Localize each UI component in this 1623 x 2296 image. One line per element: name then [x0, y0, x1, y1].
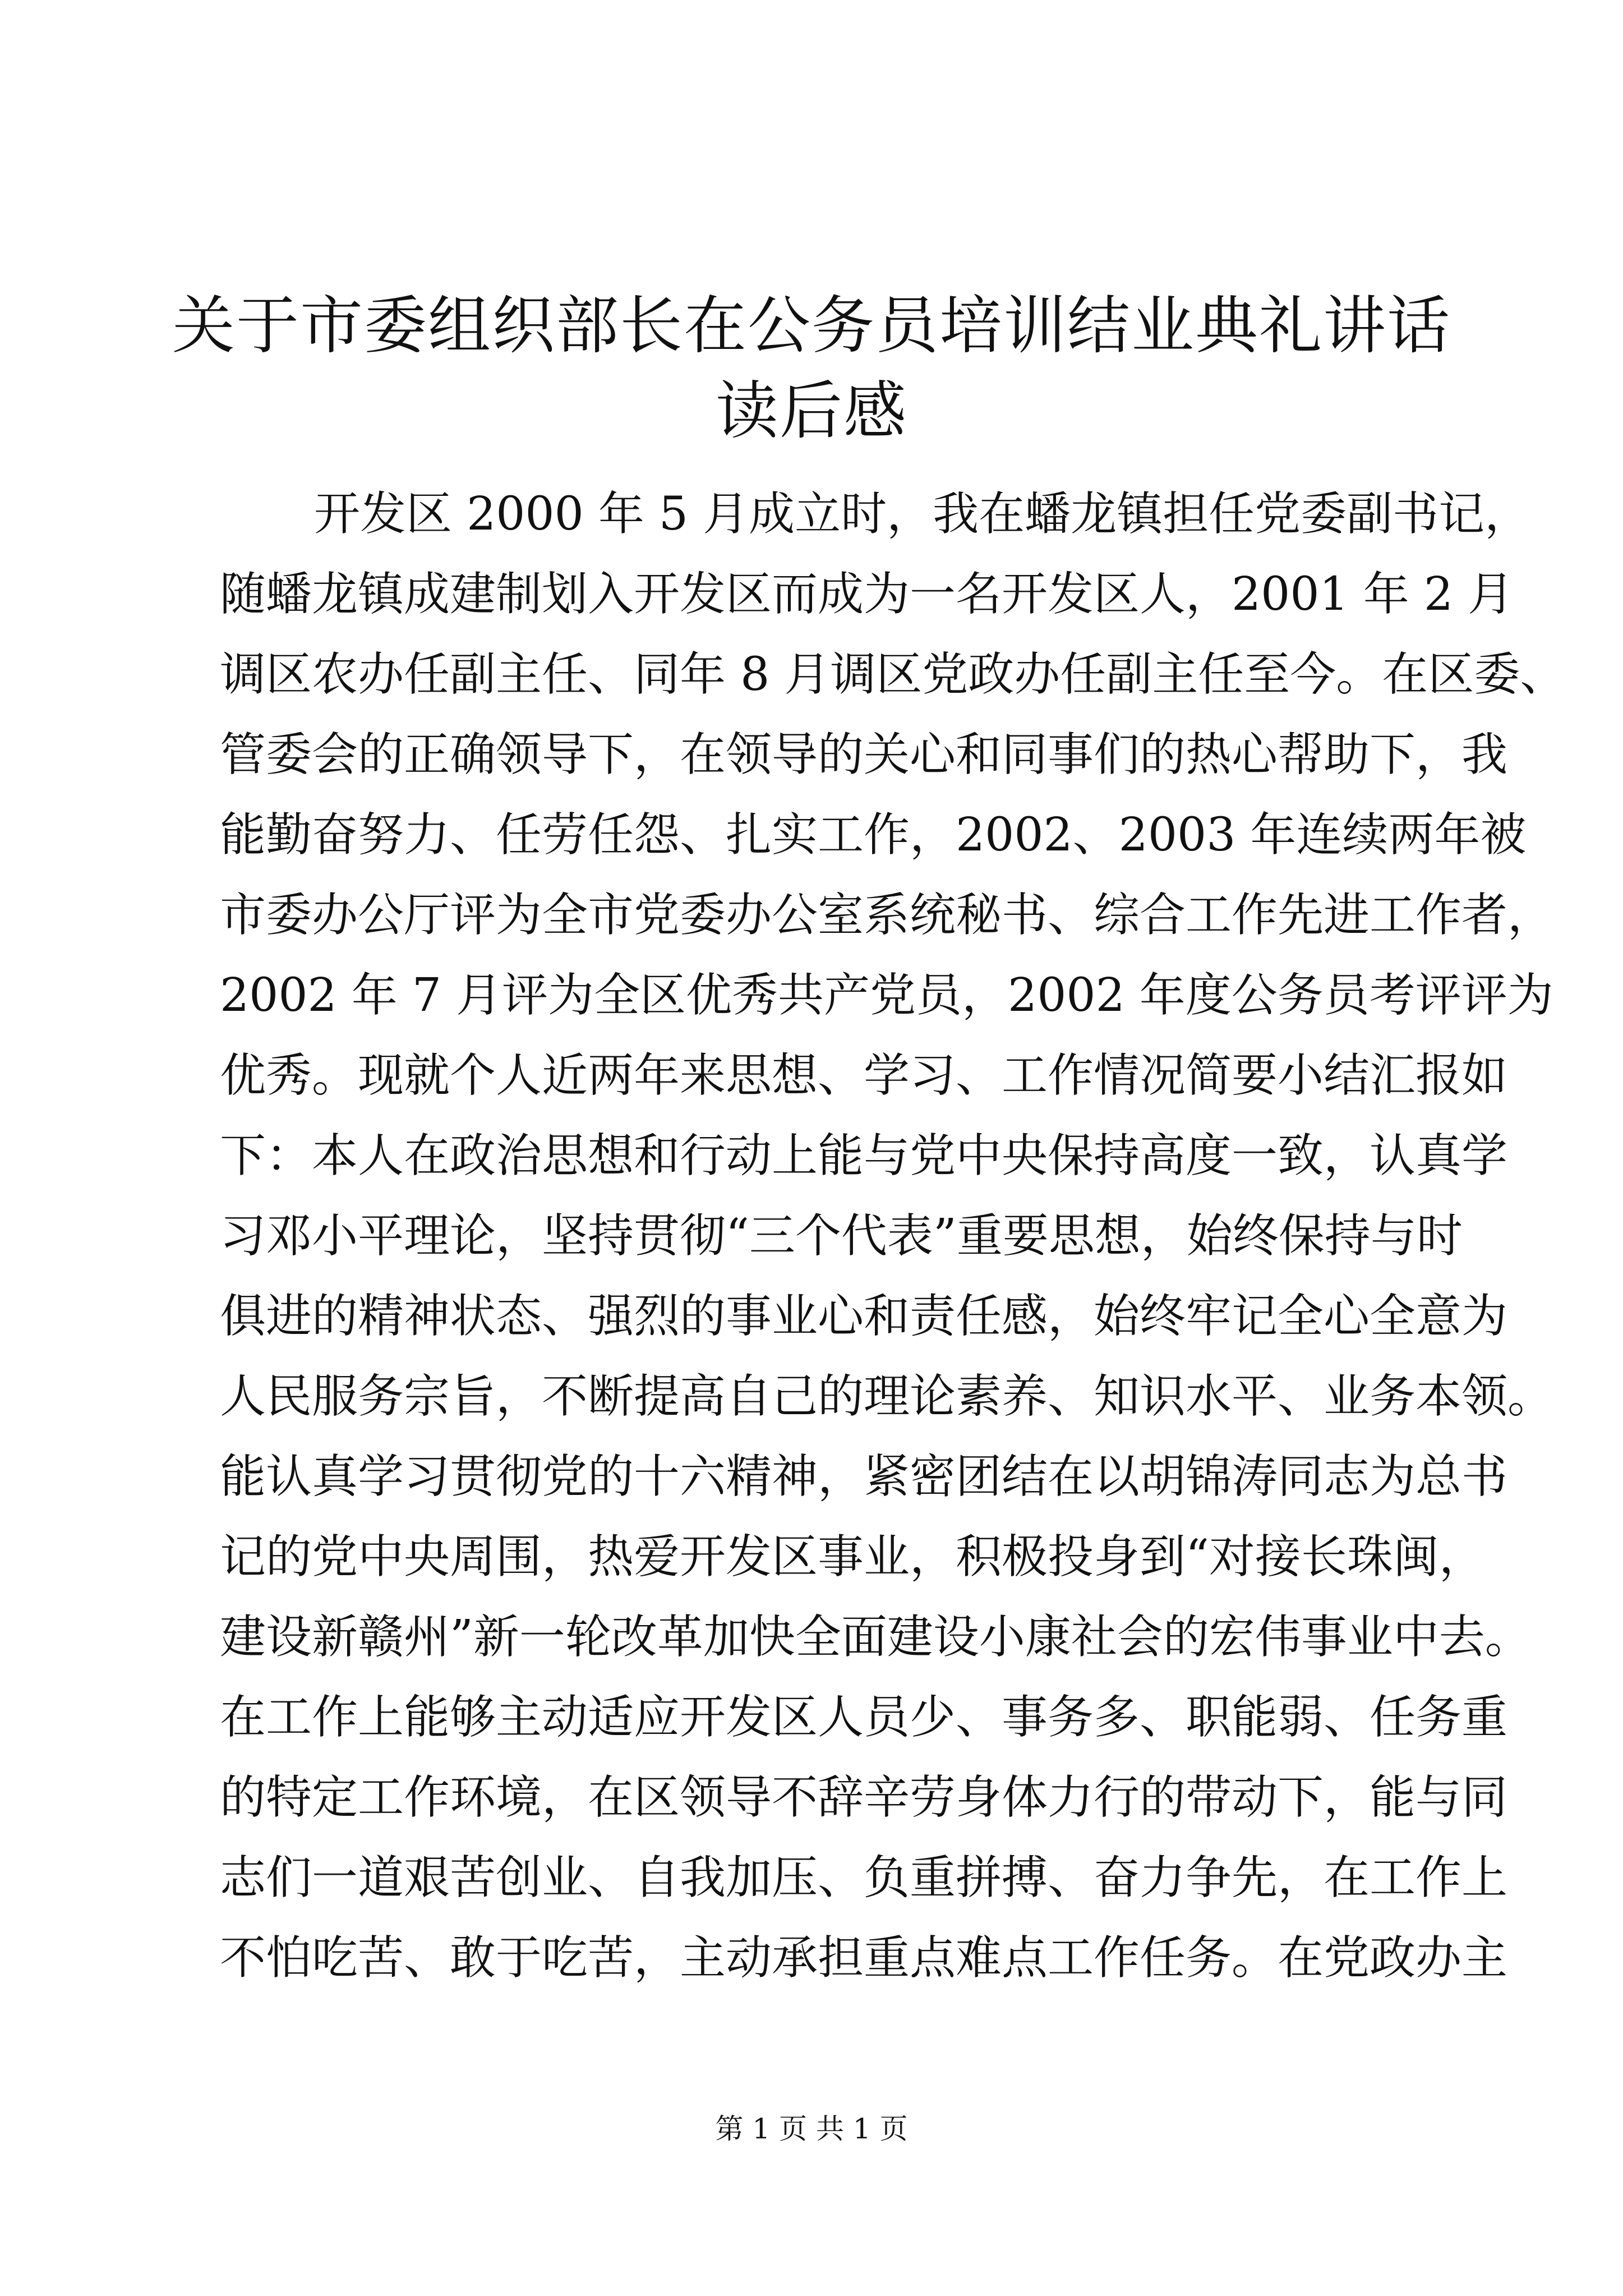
body-line: 建设新赣州”新一轮改革加快全面建设小康社会的宏伟事业中去。: [220, 1611, 1531, 1664]
body-line: 的特定工作环境，在区领导不辞辛劳身体力行的带动下，能与同: [220, 1771, 1508, 1824]
body-line: 能认真学习贯彻党的十六精神，紧密团结在以胡锦涛同志为总书: [220, 1450, 1508, 1503]
body-line: 志们一道艰苦创业、自我加压、负重拼搏、奋力争先，在工作上: [220, 1851, 1508, 1904]
body-line: 在工作上能够主动适应开发区人员少、事务多、职能弱、任务重: [220, 1691, 1508, 1744]
body-line: 开发区 2000 年 5 月成立时，我在蟠龙镇担任党委副书记，: [314, 487, 1531, 541]
body-line: 不怕吃苦、敢于吃苦，主动承担重点难点工作任务。在党政办主: [220, 1931, 1508, 1985]
body-line: 2002 年 7 月评为全区优秀共产党员，2002 年度公务员考评评为: [220, 969, 1553, 1022]
body-line: 习邓小平理论，坚持贯彻“三个代表”重要思想，始终保持与时: [220, 1209, 1463, 1263]
title-line-2: 读后感: [716, 375, 907, 448]
document-title: [168, 283, 1455, 454]
body-line: 管委会的正确领导下，在领导的关心和同事们的热心帮助下，我: [220, 728, 1508, 781]
body-line: 优秀。现就个人近两年来思想、学习、工作情况简要小结汇报如: [220, 1049, 1508, 1102]
body-line: 调区农办任副主任、同年 8 月调区党政办任副主任至今。在区委、: [220, 648, 1566, 701]
body-line: 随蟠龙镇成建制划入开发区而成为一名开发区人，2001 年 2 月: [220, 568, 1514, 621]
document-body: [220, 474, 1566, 1998]
title-line-1: 关于市委组织部长在公务员培训结业典礼讲话: [172, 289, 1451, 362]
body-line: 下：本人在政治思想和行动上能与党中央保持高度一致，认真学: [220, 1129, 1508, 1182]
body-line: 能勤奋努力、任劳任怨、扎实工作，2002、2003 年连续两年被: [220, 808, 1527, 862]
body-line: 人民服务宗旨，不断提高自己的理论素养、知识水平、业务本领。: [220, 1370, 1554, 1423]
page-footer: 第 1 页 共 1 页: [715, 2113, 908, 2145]
body-line: 俱进的精神状态、强烈的事业心和责任感，始终牢记全心全意为: [220, 1290, 1508, 1343]
body-line: 记的党中央周围，热爱开发区事业，积极投身到“对接长珠闽，: [220, 1530, 1485, 1584]
body-line: 市委办公厅评为全市党委办公室系统秘书、综合工作先进工作者，: [220, 889, 1554, 942]
